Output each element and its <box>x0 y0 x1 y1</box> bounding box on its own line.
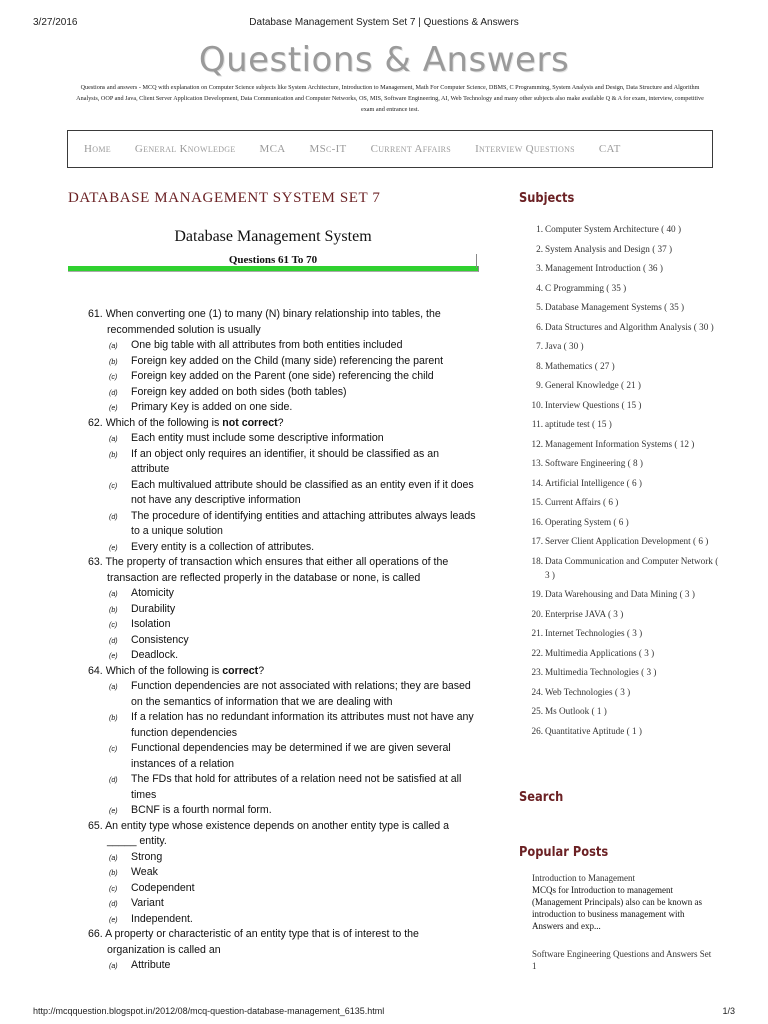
option-letter: (a) <box>109 591 118 598</box>
answer-option <box>88 602 478 618</box>
subject-link[interactable]: C Programming <box>545 282 604 293</box>
subject-number: 17. <box>531 536 543 546</box>
subjects-heading: Subjects <box>519 191 575 206</box>
subject-number: 7. <box>536 341 543 351</box>
question-stem-end: ? <box>277 416 284 429</box>
blog-title[interactable]: Questions & Answers <box>198 40 570 80</box>
print-date: 3/27/2016 <box>33 17 78 28</box>
subject-count: ( 40 ) <box>661 224 682 234</box>
option-text: Weak <box>131 866 158 878</box>
subject-count: ( 1 ) <box>591 706 607 716</box>
option-text: The procedure of identifying entities and attaching attributes always leads to a unique solution <box>131 509 476 537</box>
subject-count: ( 6 ) <box>626 477 642 488</box>
subject-number: 3. <box>536 263 543 273</box>
option-letter: (d) <box>109 901 118 908</box>
answer-option <box>88 586 478 602</box>
question-stem: Which of the following is <box>105 416 223 429</box>
question-item <box>88 927 478 974</box>
question-number: 62. <box>88 416 103 429</box>
nav-general-knowledge[interactable]: General Knowledge <box>134 143 236 155</box>
answer-option <box>88 958 478 974</box>
question-text <box>88 927 478 958</box>
subject-count: ( 35 ) <box>664 302 685 312</box>
subject-number: 1. <box>536 224 543 234</box>
option-letter: (c) <box>109 482 118 490</box>
question-stem: A property or characteristic of an entity type that is of interest to the organization is called an <box>105 928 419 956</box>
subject-link[interactable]: Quantitative Aptitude <box>545 725 625 736</box>
question-item <box>88 416 478 556</box>
option-text: Strong <box>131 850 163 863</box>
question-text <box>88 307 478 338</box>
subject-number: 6. <box>536 321 543 332</box>
subject-number: 21. <box>531 628 543 638</box>
option-letter: (e) <box>109 808 118 815</box>
subject-count: ( 3 ) <box>641 667 657 677</box>
option-text: Consistency <box>131 633 189 646</box>
question-item <box>88 664 478 819</box>
option-text: Primary Key is added on one side. <box>131 401 293 413</box>
question-text <box>88 819 478 850</box>
option-text: One big table with all attributes from both entities included <box>131 339 403 351</box>
subject-count: ( 21 ) <box>621 380 641 390</box>
subject-link[interactable]: Java <box>545 341 562 351</box>
option-text: Atomicity <box>131 587 174 599</box>
nav-cat[interactable]: CAT <box>598 143 621 155</box>
subject-link[interactable]: Interview Questions <box>545 399 620 410</box>
subject-count: ( 27 ) <box>594 360 615 371</box>
subjects-list <box>530 222 720 743</box>
subject-count: ( 36 ) <box>642 263 663 273</box>
subject-number: 4. <box>536 282 543 293</box>
subject-item <box>530 476 720 490</box>
question-item <box>88 307 478 416</box>
option-letter: (a) <box>109 684 118 691</box>
subject-number: 20. <box>531 608 543 619</box>
subject-count: ( 12 ) <box>674 438 695 449</box>
subject-link[interactable]: Software Engineering <box>545 458 626 468</box>
option-text: Functional dependencies may be determined if we are given several instances of a relation <box>131 742 451 770</box>
option-text: Each multivalued attribute should be classified as an entity even if it does not have any descriptive information <box>131 478 474 506</box>
subject-number: 5. <box>536 302 543 312</box>
option-text: Every entity is a collection of attributes. <box>131 540 315 553</box>
subject-item <box>530 456 720 470</box>
subject-number: 19. <box>531 589 543 599</box>
subject-item <box>530 339 720 353</box>
subject-link[interactable]: Ms Outlook <box>545 706 590 716</box>
subject-item <box>530 724 720 738</box>
nav-current-affairs[interactable]: Current Affairs <box>370 143 452 155</box>
subject-count: ( 15 ) <box>621 399 642 410</box>
subject-link[interactable]: Management Information Systems <box>545 438 673 449</box>
answer-option <box>88 633 478 649</box>
subject-count: ( 15 ) <box>591 419 612 429</box>
subject-number: 14. <box>531 477 543 488</box>
subject-link[interactable]: Data Structures and Algorithm Analysis <box>545 321 692 332</box>
subject-link[interactable]: aptitude test <box>545 419 590 429</box>
subject-count: ( 37 ) <box>652 243 673 254</box>
answer-option <box>88 478 478 509</box>
subject-item <box>530 359 720 373</box>
option-text: Codependent <box>131 881 195 894</box>
option-text: Foreign key added on the Parent (one side) referencing the child <box>131 370 434 382</box>
option-text: Independent. <box>131 912 193 925</box>
option-text: Foreign key added on both sides (both tables) <box>131 385 347 398</box>
answer-option <box>88 772 478 803</box>
popular-posts-heading: Popular Posts <box>519 845 609 860</box>
subject-link[interactable]: Data Warehousing and Data Mining <box>545 589 678 599</box>
answer-option <box>88 912 478 928</box>
print-page-title: Database Management System Set 7 | Questions & Answers <box>249 17 519 28</box>
print-url: http://mcqquestion.blogspot.in/2012/08/mcq-question-database-management_6135.html <box>33 1006 385 1016</box>
subject-count: ( 6 ) <box>603 497 619 507</box>
subject-link[interactable]: General Knowledge <box>545 380 619 390</box>
answer-option <box>88 679 478 710</box>
question-number: 66. <box>88 928 103 940</box>
question-item <box>88 555 478 664</box>
answer-option <box>88 803 478 819</box>
option-text: Variant <box>131 897 164 909</box>
answer-option <box>88 741 478 772</box>
subject-item <box>530 626 720 640</box>
option-text: Each entity must include some descriptive information <box>131 432 384 444</box>
subject-item <box>530 665 720 679</box>
print-page-number: 1/3 <box>722 1006 735 1016</box>
subject-link[interactable]: Multimedia Technologies <box>545 667 639 677</box>
subject-count: ( 8 ) <box>627 458 643 468</box>
subject-link[interactable]: Management Introduction <box>545 263 641 273</box>
answer-option <box>88 509 478 540</box>
subject-link[interactable]: Current Affairs <box>545 497 601 507</box>
subject-count: ( 30 ) <box>563 341 584 351</box>
question-stem: The property of transaction which ensures that either all operations of the transaction are reflected properly in the database or none, is called <box>105 556 449 584</box>
subject-item <box>530 378 720 392</box>
answer-option <box>88 648 478 664</box>
subject-item <box>530 242 720 256</box>
subject-count: ( 6 ) <box>613 516 629 527</box>
subject-item <box>530 320 720 334</box>
subject-count: ( 30 ) <box>693 321 714 332</box>
question-stem: When converting one (1) to many (N) binary relationship into tables, the recommended solution is usually <box>105 308 441 336</box>
popular-post-link[interactable]: Software Engineering Questions and Answers Set 1 <box>532 949 712 971</box>
option-text: The FDs that hold for attributes of a relation need not be satisfied at all times <box>131 773 462 801</box>
option-text: Durability <box>131 602 176 615</box>
post-heading: Database Management System <box>174 228 372 245</box>
subject-item <box>530 646 720 660</box>
subject-number: 12. <box>531 438 543 449</box>
option-text: If a relation has no redundant information its attributes must not have any function dependencies <box>131 711 474 739</box>
subject-item <box>530 515 720 529</box>
option-text: BCNF is a fourth normal form. <box>131 804 272 816</box>
subject-item <box>530 495 720 509</box>
subject-count: ( 3 ) <box>626 628 643 638</box>
subject-number: 11. <box>531 419 543 429</box>
answer-option <box>88 369 478 385</box>
subject-item <box>530 222 720 236</box>
answer-option <box>88 710 478 741</box>
subject-link[interactable]: Data Communication and Computer Network <box>545 555 713 566</box>
option-letter: (e) <box>109 405 118 412</box>
subject-number: 10. <box>531 399 543 410</box>
option-text: Deadlock. <box>131 649 179 661</box>
option-text: If an object only requires an identifier, it should be classified as an attribute <box>131 447 439 475</box>
option-letter: (b) <box>109 451 118 459</box>
question-item <box>88 819 478 928</box>
nav-mca[interactable]: MCA <box>259 143 286 155</box>
option-text: Function dependencies are not associated with relations; they are based on the semantics of information that we are dealing with <box>131 680 471 708</box>
answer-option <box>88 617 478 633</box>
popular-post-snippet: MCQs for Introduction to management (Management Principals) also can be known as introduction to business management with Answers and exp... <box>532 885 702 931</box>
option-letter: (a) <box>109 854 118 862</box>
subject-link[interactable]: Server Client Application Development <box>545 536 691 546</box>
subject-link[interactable]: System Analysis and Design <box>545 243 650 254</box>
option-letter: (b) <box>109 606 118 614</box>
subject-item <box>530 704 720 718</box>
option-letter: (e) <box>109 653 118 660</box>
nav-interview-questions[interactable]: Interview Questions <box>475 143 575 155</box>
subject-number: 2. <box>536 243 543 254</box>
heading-underline-bar <box>68 266 479 272</box>
option-letter: (d) <box>109 637 118 645</box>
option-text: Isolation <box>131 618 171 630</box>
answer-option <box>88 896 478 912</box>
option-letter: (c) <box>109 622 118 629</box>
subject-count: ( 1 ) <box>626 725 642 736</box>
subject-item <box>530 587 720 601</box>
subject-item <box>530 554 720 582</box>
subject-item <box>530 534 720 548</box>
question-text <box>88 555 478 586</box>
subject-number: 22. <box>531 647 543 658</box>
option-letter: (c) <box>109 374 118 381</box>
subject-number: 18. <box>531 555 543 566</box>
subject-number: 23. <box>531 667 543 677</box>
option-letter: (a) <box>109 963 118 970</box>
subject-link[interactable]: Enterprise JAVA <box>545 608 606 619</box>
option-letter: (a) <box>109 343 118 350</box>
subject-item <box>530 607 720 621</box>
subject-number: 26. <box>531 725 543 736</box>
question-number: 61. <box>88 308 103 320</box>
subject-item <box>530 261 720 275</box>
subject-link[interactable]: Database Management Systems <box>545 302 662 312</box>
answer-option <box>88 431 478 447</box>
question-number: 65. <box>88 819 103 832</box>
search-heading: Search <box>519 790 564 805</box>
option-letter: (c) <box>109 746 118 753</box>
subject-item <box>530 685 720 699</box>
answer-option <box>88 540 478 556</box>
subject-link[interactable]: Operating System <box>545 516 612 527</box>
subject-number: 25. <box>531 706 543 716</box>
popular-post-link[interactable]: Introduction to Management <box>532 873 635 883</box>
answer-option <box>88 385 478 401</box>
option-letter: (a) <box>109 436 118 443</box>
option-letter: (d) <box>109 513 118 521</box>
answer-option <box>88 338 478 354</box>
nav-home[interactable]: Home <box>84 143 111 155</box>
blog-description: Questions and answers - MCQ with explanation on Computer Science subjects like System Architecture, Introduction to Management, Math For Computer Science, DBMS, C Programming, System Analysis and Design, Data Structure and Algorithm Analysis, OOP and Java, Client Server Application Development, Data Communication and Computer Networks, OS, MIS, Software Engineering, AI, Web Technology and many other subjects also make available Q & A for exam, interview, competitive exam and entrance test. <box>76 84 704 113</box>
option-letter: (d) <box>109 389 118 397</box>
subject-item <box>530 437 720 451</box>
question-range: Questions 61 To 70 <box>228 254 318 266</box>
subject-link[interactable]: Computer System Architecture <box>545 224 659 234</box>
question-stem-end: ? <box>258 664 265 677</box>
subject-number: 13. <box>531 458 543 468</box>
post-title[interactable]: DATABASE MANAGEMENT SYSTEM SET 7 <box>68 190 381 206</box>
answer-option <box>88 865 478 881</box>
subject-count: ( 6 ) <box>693 536 709 546</box>
subject-link[interactable]: Multimedia Applications <box>545 647 637 658</box>
subject-number: 15. <box>531 497 543 507</box>
answer-option <box>88 850 478 866</box>
option-letter: (e) <box>109 544 118 552</box>
subject-item <box>530 300 720 314</box>
subject-item <box>530 417 720 431</box>
question-emphasis: correct <box>222 664 259 677</box>
subject-item <box>530 398 720 412</box>
option-text: Attribute <box>131 959 171 971</box>
subject-link[interactable]: Internet Technologies <box>545 628 625 638</box>
heading-bar-edge <box>476 254 477 268</box>
popular-posts-list <box>532 872 717 988</box>
option-letter: (b) <box>109 715 118 722</box>
option-letter: (e) <box>109 916 118 924</box>
option-letter: (b) <box>109 358 118 366</box>
main-nav <box>67 130 713 168</box>
question-stem: An entity type whose existence depends on another entity type is called a _____ entity. <box>105 819 450 847</box>
question-emphasis: not correct <box>222 416 278 429</box>
subject-count: ( 3 ) <box>638 647 655 658</box>
answer-option <box>88 354 478 370</box>
option-letter: (b) <box>109 870 118 877</box>
subject-number: 8. <box>536 360 543 371</box>
subject-number: 9. <box>536 380 543 390</box>
answer-option <box>88 447 478 478</box>
answer-option <box>88 881 478 897</box>
subject-count: ( 3 ) <box>545 555 719 580</box>
subject-count: ( 3 ) <box>607 608 624 619</box>
question-list <box>88 307 478 974</box>
answer-option <box>88 400 478 416</box>
option-letter: (c) <box>109 885 118 893</box>
question-text <box>88 664 478 680</box>
nav-msc-it[interactable]: MSc-IT <box>309 143 347 155</box>
subject-number: 16. <box>531 516 543 527</box>
option-text: Foreign key added on the Child (many side) referencing the parent <box>131 354 444 367</box>
subject-count: ( 3 ) <box>614 686 631 697</box>
question-text <box>88 416 478 432</box>
subject-count: ( 35 ) <box>606 282 627 293</box>
subject-link[interactable]: Web Technologies <box>545 686 613 697</box>
subject-link[interactable]: Mathematics <box>545 360 593 371</box>
subject-link[interactable]: Artificial Intelligence <box>545 477 625 488</box>
subject-item <box>530 281 720 295</box>
question-stem: Which of the following is <box>105 664 223 677</box>
subject-number: 24. <box>531 686 543 697</box>
subject-count: ( 3 ) <box>679 589 695 599</box>
question-number: 63. <box>88 556 103 568</box>
question-number: 64. <box>88 664 103 677</box>
option-letter: (d) <box>109 777 118 784</box>
